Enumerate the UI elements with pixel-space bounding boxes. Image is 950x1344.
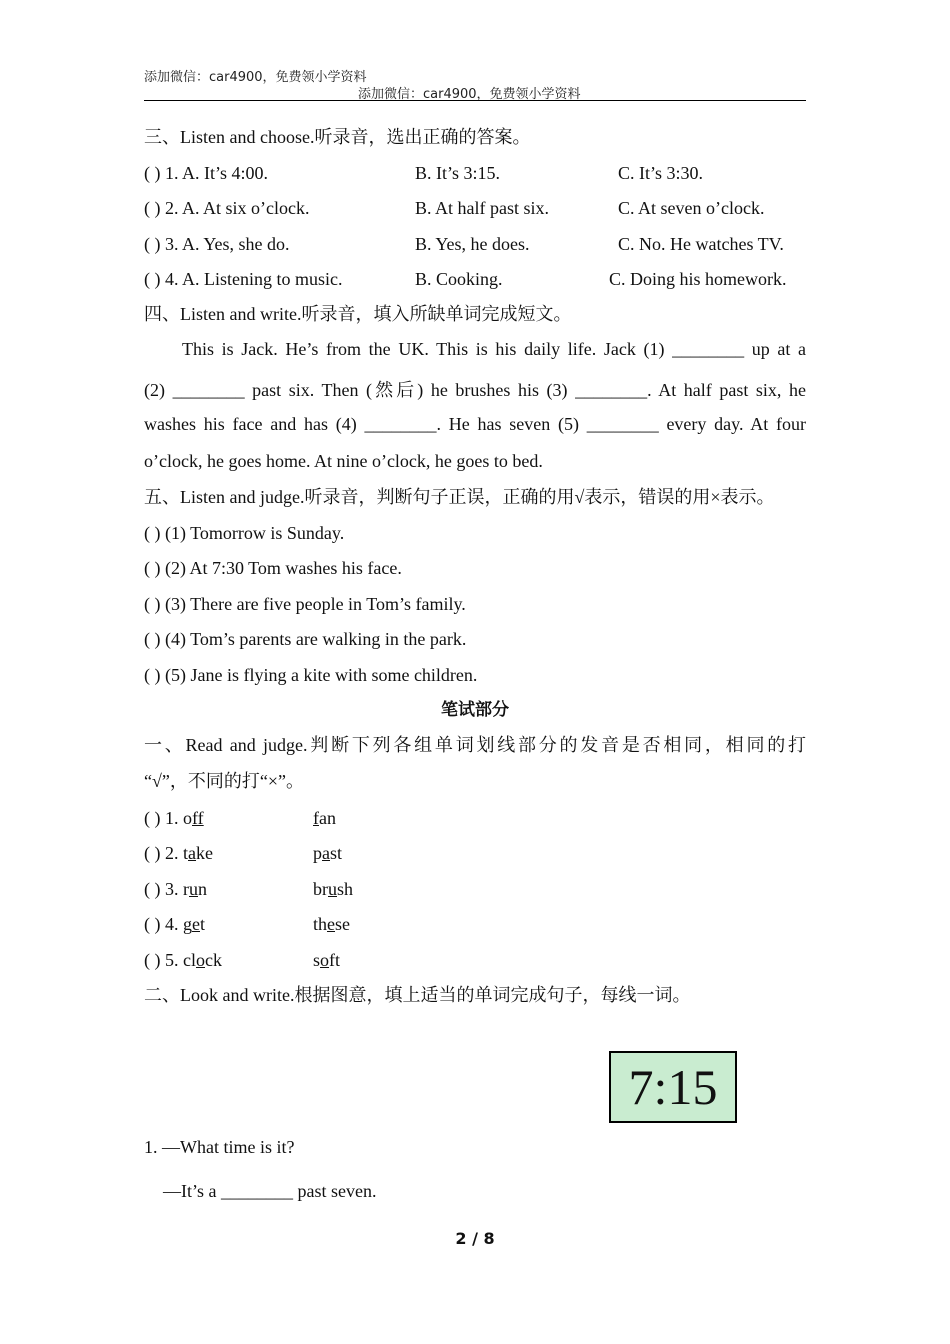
- w1-title-line-1: 一、Read and judge.判断下列各组单词划线部分的发音是否相同，相同的打: [144, 735, 806, 755]
- w1-item-5-word2: soft: [313, 950, 341, 970]
- w1-item-3-word2: brush: [313, 879, 354, 899]
- w1-item-1: ( ) 1. off: [144, 808, 204, 828]
- s4-passage-line-1: This is Jack. He’s from the UK. This is his daily life. Jack (1) ________ up at a: [182, 339, 806, 359]
- clock-time: 7:15: [628, 1059, 718, 1115]
- s3-q1-a: ( ) 1. A. It’s 4:00.: [144, 163, 268, 183]
- section4-title: 四、Listen and write.听录音，填入所缺单词完成短文。: [144, 304, 572, 324]
- s5-item-3: ( ) (3) There are five people in Tom’s family.: [144, 594, 466, 614]
- w2-q1-question: 1. —What time is it?: [144, 1137, 295, 1157]
- s3-q3-b: B. Yes, he does.: [415, 234, 530, 254]
- s3-q2-a: ( ) 2. A. At six o’clock.: [144, 198, 310, 218]
- s3-q4-c: C. Doing his homework.: [609, 269, 787, 289]
- section5-title: 五、Listen and judge.听录音，判断句子正误，正确的用√表示，错误的用×表示。: [144, 487, 775, 507]
- written-section-heading: 笔试部分: [441, 700, 509, 720]
- s3-q1-b: B. It’s 3:15.: [415, 163, 501, 183]
- w1-item-5: ( ) 5. clock: [144, 950, 222, 970]
- w1-title-line-2: “√”，不同的打“×”。: [144, 771, 304, 791]
- s3-q2-c: C. At seven o’clock.: [618, 198, 765, 218]
- s3-q3-c: C. No. He watches TV.: [618, 234, 784, 254]
- section3-title: 三、Listen and choose.听录音，选出正确的答案。: [144, 127, 531, 147]
- s3-q4-a: ( ) 4. A. Listening to music.: [144, 269, 343, 289]
- s3-q3-a: ( ) 3. A. Yes, she do.: [144, 234, 290, 254]
- w1-item-4-word2: these: [313, 914, 351, 934]
- s4-passage-line-2: (2) ________ past six. Then (然后) he brushes his (3) ________. At half past six, he: [144, 380, 806, 400]
- s3-q1-c: C. It’s 3:30.: [618, 163, 704, 183]
- page-number: 2 / 8: [455, 1229, 495, 1248]
- s5-item-4: ( ) (4) Tom’s parents are walking in the park.: [144, 629, 467, 649]
- s5-item-2: ( ) (2) At 7:30 Tom washes his face.: [144, 558, 402, 578]
- s3-q2-b: B. At half past six.: [415, 198, 549, 218]
- w2-q1-answer: —It’s a ________ past seven.: [163, 1181, 377, 1201]
- clock-image: [609, 1051, 737, 1123]
- w1-item-4: ( ) 4. get: [144, 914, 206, 934]
- header-rule: [144, 100, 806, 101]
- w1-item-2: ( ) 2. take: [144, 843, 214, 863]
- s4-passage-line-4: o’clock, he goes home. At nine o’clock, he goes to bed.: [144, 451, 543, 471]
- w1-item-2-word2: past: [313, 843, 343, 863]
- w1-item-3: ( ) 3. run: [144, 879, 207, 899]
- header-watermark-2: 添加微信：car4900，免费领小学资料: [358, 87, 581, 102]
- s3-q4-b: B. Cooking.: [415, 269, 503, 289]
- s5-item-5: ( ) (5) Jane is flying a kite with some children.: [144, 665, 478, 685]
- s5-item-1: ( ) (1) Tomorrow is Sunday.: [144, 523, 345, 543]
- s4-passage-line-3: washes his face and has (4) ________. He has seven (5) ________ every day. At four: [144, 414, 806, 434]
- w1-item-1-word2: fan: [313, 808, 336, 828]
- w2-title: 二、Look and write.根据图意，填上适当的单词完成句子，每线一词。: [144, 985, 691, 1005]
- header-watermark-1: 添加微信：car4900，免费领小学资料: [144, 70, 367, 85]
